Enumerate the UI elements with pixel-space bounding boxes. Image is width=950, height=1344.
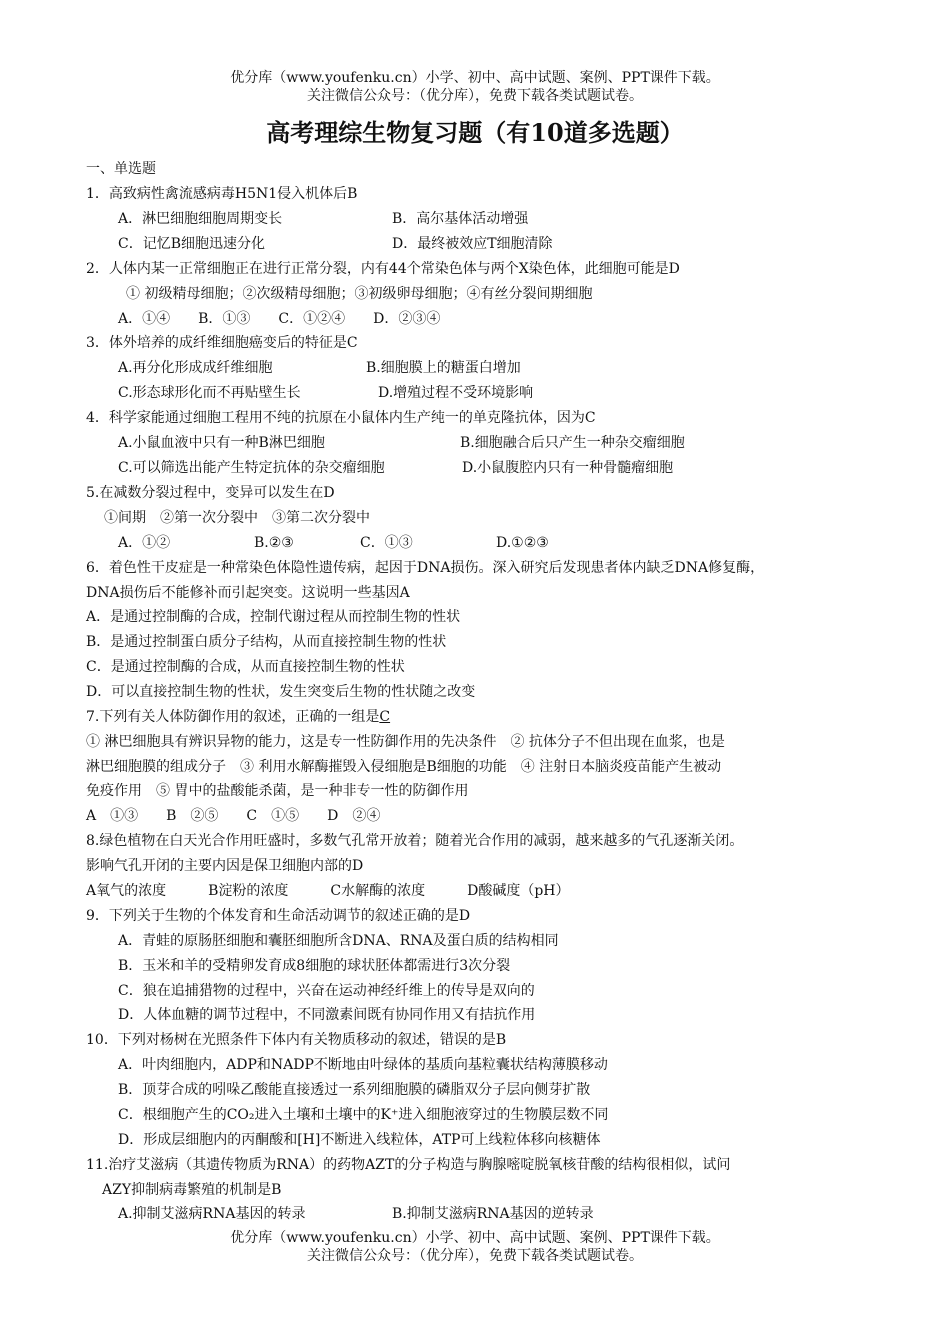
question-3-option-a: A.再分化形成成纤维细胞 xyxy=(118,360,273,376)
question-11-option-b: B.抑制艾滋病RNA基因的逆转录 xyxy=(392,1206,594,1222)
question-1-option-a: A．淋巴细胞细胞周期变长 xyxy=(118,211,283,227)
question-9-option-b: B．玉米和羊的受精卵发育成8细胞的球状胚体都需进行3次分裂 xyxy=(118,958,511,974)
question-5-option-d: D.①②③ xyxy=(496,535,549,551)
question-4-option-c: C.可以筛选出能产生特定抗体的杂交瘤细胞 xyxy=(118,460,385,476)
question-7-answer: C xyxy=(379,709,391,725)
question-5-option-b: B.②③ xyxy=(254,535,294,551)
question-5-option-a: A．①② xyxy=(118,535,171,551)
question-5-stem: 5.在减数分裂过程中，变异可以发生在D xyxy=(86,485,335,501)
question-5-option-c: C．①③ xyxy=(360,535,413,551)
question-10-option-c: C．根细胞产生的CO₂进入土壤和土壤中的K⁺进入细胞液穿过的生物膜层数不同 xyxy=(118,1107,609,1123)
question-5-items: ①间期 ②第一次分裂中 ③第二次分裂中 xyxy=(104,510,370,526)
question-6-option-b: B．是通过控制蛋白质分子结构，从而直接控制生物的性状 xyxy=(86,634,447,650)
question-7-statement-line-1: ① 淋巴细胞具有辨识异物的能力，这是专一性防御作用的先决条件 ② 抗体分子不但出现在血浆，也是 xyxy=(86,734,725,750)
question-10-option-d: D．形成层细胞内的丙酮酸和[H]不断进入线粒体，ATP可上线粒体移向核糖体 xyxy=(118,1132,601,1148)
header-line-2: 关注微信公众号：（优分库），免费下载各类试题试卷。 xyxy=(307,88,643,104)
question-6-stem-line-1: 6．着色性干皮症是一种常染色体隐性遗传病，起因于DNA损伤。深入研究后发现患者体内缺乏DNA修复酶， xyxy=(86,560,765,576)
question-1-option-d: D．最终被效应T细胞清除 xyxy=(392,236,553,252)
question-10-stem: 10．下列对杨树在光照条件下体内有关物质移动的叙述，错误的是B xyxy=(86,1032,507,1048)
question-4-stem: 4．科学家能通过细胞工程用不纯的抗原在小鼠体内生产纯一的单克隆抗体，因为C xyxy=(86,410,596,426)
question-2-items: ① 初级精母细胞；②次级精母细胞；③初级卵母细胞；④有丝分裂间期细胞 xyxy=(126,286,593,302)
question-6-option-c: C．是通过控制酶的合成，从而直接控制生物的性状 xyxy=(86,659,405,675)
question-9-option-a: A．青蛙的原肠胚细胞和囊胚细胞所含DNA、RNA及蛋白质的结构相同 xyxy=(118,933,559,949)
section-heading: 一、单选题 xyxy=(86,161,156,177)
question-3-option-b: B.细胞膜上的糖蛋白增加 xyxy=(366,360,521,376)
question-6-option-a: A．是通过控制酶的合成，控制代谢过程从而控制生物的性状 xyxy=(86,609,461,625)
question-4-option-d: D.小鼠腹腔内只有一种骨髓瘤细胞 xyxy=(462,460,674,476)
question-2-stem: 2．人体内某一正常细胞正在进行正常分裂，内有44个常染色体与两个X染色体，此细胞可能是D xyxy=(86,261,680,277)
question-8-options: A氧气的浓度 B淀粉的浓度 C水解酶的浓度 D酸碱度（pH） xyxy=(86,883,570,899)
footer-line-2: 关注微信公众号：（优分库），免费下载各类试题试卷。 xyxy=(307,1248,643,1264)
question-3-stem: 3．体外培养的成纤维细胞癌变后的特征是C xyxy=(86,335,358,351)
question-11-option-a: A.抑制艾滋病RNA基因的转录 xyxy=(118,1206,306,1222)
footer-line-1: 优分库（www.youfenku.cn）小学、初中、高中试题、案例、PPT课件下载。 xyxy=(230,1230,720,1246)
question-10-option-b: B．顶芽合成的吲哚乙酸能直接透过一系列细胞膜的磷脂双分子层向侧芽扩散 xyxy=(118,1082,591,1098)
question-8-stem-line-1: 8.绿色植物在白天光合作用旺盛时，多数气孔常开放着；随着光合作用的减弱，越来越多的气孔逐渐关闭。 xyxy=(86,833,744,849)
question-4-option-b: B.细胞融合后只产生一种杂交瘤细胞 xyxy=(460,435,685,451)
question-8-stem-line-2: 影响气孔开闭的主要内因是保卫细胞内部的D xyxy=(86,858,364,874)
question-3-option-d: D.增殖过程不受环境影响 xyxy=(378,385,534,401)
question-6-stem-line-2: DNA损伤后不能修补而引起突变。这说明一些基因A xyxy=(86,585,410,601)
question-2-options: A．①④ B．①③ C．①②④ D．②③④ xyxy=(118,311,441,327)
header-line-1: 优分库（www.youfenku.cn）小学、初中、高中试题、案例、PPT课件下载。 xyxy=(230,70,720,86)
question-7-stem xyxy=(86,708,390,726)
question-4-option-a: A.小鼠血液中只有一种B淋巴细胞 xyxy=(118,435,325,451)
page-title: 高考理综生物复习题（有10道多选题） xyxy=(266,118,684,147)
question-6-option-d: D．可以直接控制生物的性状，发生突变后生物的性状随之改变 xyxy=(86,684,476,700)
question-9-stem: 9．下列关于生物的个体发育和生命活动调节的叙述正确的是D xyxy=(86,908,471,924)
question-11-stem-line-1: 11.治疗艾滋病（其遗传物质为RNA）的药物AZT的分子构造与胸腺嘧啶脱氧核苷酸的结构很相似，试问 xyxy=(86,1157,731,1173)
question-7-statement-line-3: 免疫作用 ⑤ 胃中的盐酸能杀菌，是一种非专一性的防御作用 xyxy=(86,783,469,799)
question-11-stem-line-2: AZY抑制病毒繁殖的机制是B xyxy=(102,1182,282,1198)
question-7-stem-text: 7.下列有关人体防御作用的叙述，正确的一组是 xyxy=(86,709,380,725)
question-9-option-c: C．狼在追捕猎物的过程中，兴奋在运动神经纤维上的传导是双向的 xyxy=(118,983,535,999)
question-1-option-b: B．高尔基体活动增强 xyxy=(392,211,529,227)
question-7-options: A ①③ B ②⑤ C ①⑤ D ②④ xyxy=(86,808,381,824)
question-10-option-a: A．叶肉细胞内，ADP和NADP不断地由叶绿体的基质向基粒囊状结构薄膜移动 xyxy=(118,1057,608,1073)
question-1-stem: 1．高致病性禽流感病毒H5N1侵入机体后B xyxy=(86,186,358,202)
question-9-option-d: D．人体血糖的调节过程中，不同激素间既有协同作用又有拮抗作用 xyxy=(118,1007,536,1023)
question-7-statement-line-2: 淋巴细胞膜的组成分子 ③ 利用水解酶摧毁入侵细胞是B细胞的功能 ④ 注射日本脑炎疫苗能产生被动 xyxy=(86,759,722,775)
question-3-option-c: C.形态球形化而不再贴壁生长 xyxy=(118,385,301,401)
question-1-option-c: C．记忆B细胞迅速分化 xyxy=(118,236,265,252)
